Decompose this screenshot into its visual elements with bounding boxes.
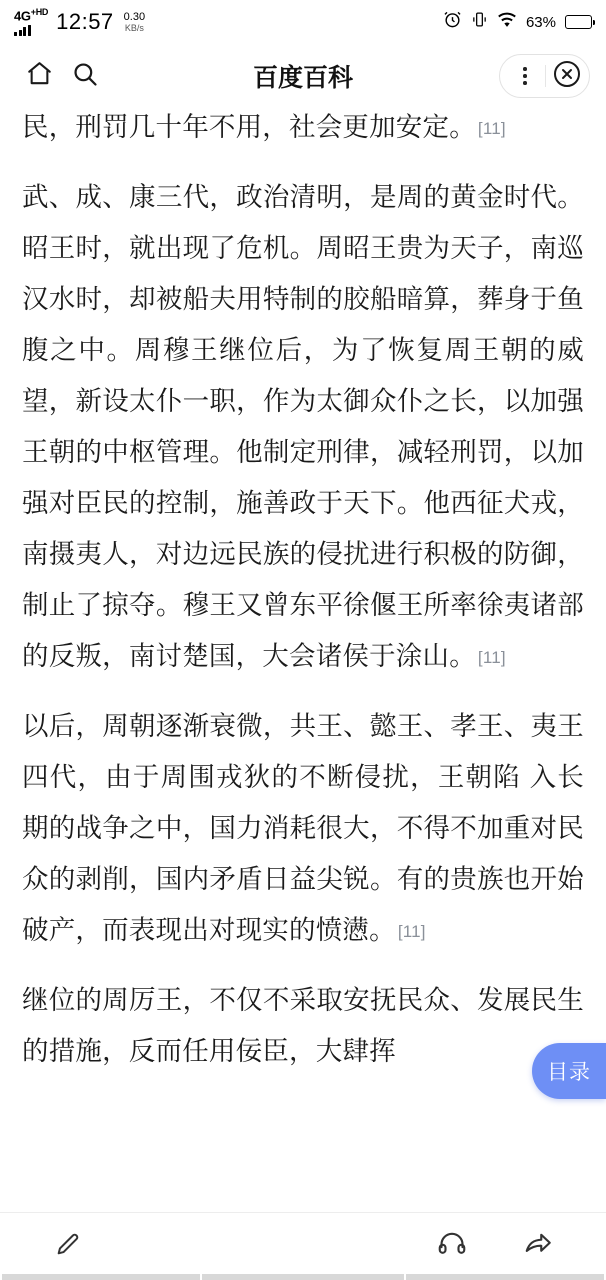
- share-arrow-icon: [523, 1229, 553, 1264]
- more-vertical-icon: [523, 67, 527, 85]
- battery-percent-label: 63%: [525, 13, 556, 31]
- page-title: 百度百科: [252, 64, 353, 92]
- status-clock: 12:57: [56, 8, 114, 34]
- paragraph: [0, 701, 606, 957]
- more-options-button[interactable]: [508, 59, 542, 93]
- battery-icon: [565, 15, 592, 29]
- paragraph-text: 以后，周朝逐渐衰微，共王、懿王、孝王、夷王四代，由于周围戎狄的不断侵扰，王朝陷 入长期的战争之中，国力消耗很大，不得不加重对民众的剥削，国内矛盾日益尖锐。有的贵族也开始破产，而表现出对现实的愤懑。: [22, 711, 584, 945]
- paragraph: [0, 108, 606, 154]
- status-bar: [0, 0, 606, 44]
- network-speed-value: 0.30: [123, 11, 146, 23]
- pencil-edit-icon: [54, 1230, 82, 1263]
- wifi-icon: [497, 12, 517, 33]
- listen-button[interactable]: [424, 1219, 480, 1275]
- reference-link[interactable]: [11]: [397, 922, 426, 941]
- status-bar-left: [14, 8, 145, 35]
- network-indicator: [14, 8, 48, 35]
- network-type-label: [14, 8, 48, 22]
- network-type-text: 4G: [14, 8, 31, 24]
- header-divider: [545, 65, 546, 87]
- nav-hint-left: [2, 1274, 200, 1280]
- edit-button[interactable]: [40, 1219, 96, 1275]
- reference-link[interactable]: [11]: [477, 648, 506, 667]
- alarm-icon: [443, 10, 462, 34]
- close-circle-icon: [552, 59, 582, 94]
- paragraph-text: 武、成、康三代，政治清明，是周的黄金时代。昭王时，就出现了危机。周昭王贵为天子，南巡汉水时，却被船夫用特制的胶船暗算，葬身于鱼腹之中。周穆王继位后，为了恢复周王朝的威望，新设太仆一职，作为太御众仆之长，以加强王朝的中枢管理。他制定刑律，减轻刑罚，以加强对臣民的控制，施善政于天下。他西征犬戎，南摄夷人，对边远民族的侵扰进行积极的防御，制止了掠夺。穆王又曾东平徐偃王所率徐夷诸部的反叛，南讨楚国，大会诸侯于涂山。: [22, 182, 584, 671]
- status-bar-right: [443, 10, 592, 34]
- nav-hint-right: [406, 1274, 604, 1280]
- app-header: [0, 44, 606, 108]
- share-button[interactable]: [510, 1219, 566, 1275]
- signal-strength-icon: [14, 25, 31, 36]
- bottom-toolbar: [0, 1212, 606, 1280]
- nav-hint-center: [202, 1274, 404, 1280]
- search-button[interactable]: [62, 53, 108, 99]
- reference-link[interactable]: [11]: [477, 119, 506, 138]
- paragraph: [0, 975, 606, 1077]
- paragraph: [0, 172, 606, 683]
- catalog-button[interactable]: 目录: [532, 1043, 606, 1099]
- vibrate-icon: [471, 11, 488, 33]
- search-icon: [71, 60, 99, 93]
- header-actions: [499, 54, 590, 98]
- home-icon: [25, 59, 54, 93]
- network-speed: [124, 12, 145, 33]
- paragraph-text: 民，刑罚几十年不用，社会更加安定。: [22, 112, 476, 142]
- headphones-icon: [437, 1229, 467, 1264]
- close-button[interactable]: [549, 58, 585, 94]
- network-speed-unit: KB/s: [124, 22, 144, 33]
- home-button[interactable]: [16, 53, 62, 99]
- article-content[interactable]: [0, 108, 606, 1212]
- navigation-hint-bar: [0, 1274, 606, 1280]
- network-type-sup: +HD: [30, 7, 49, 18]
- paragraph-text: 继位的周厉王，不仅不采取安抚民众、发展民生的措施，反而任用佞臣，大肆挥: [22, 985, 584, 1066]
